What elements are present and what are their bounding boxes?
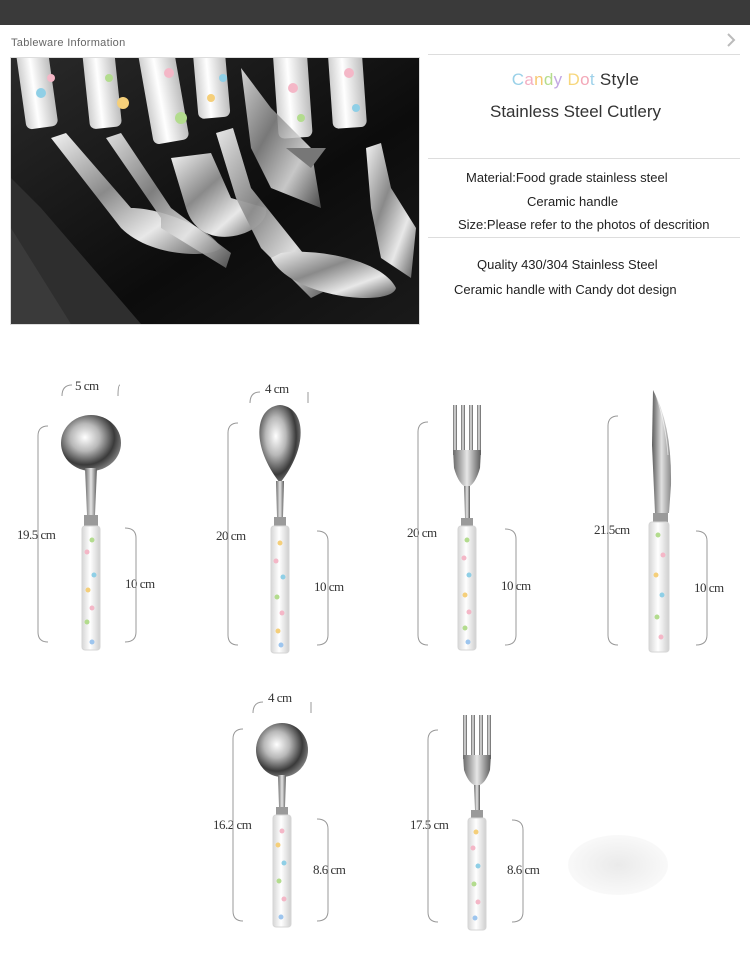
knife-total-length: 21.5cm — [594, 522, 630, 537]
dessert-spoon-head-width: 4 cm — [265, 381, 289, 396]
knife-handle-length: 10 cm — [694, 580, 724, 595]
chevron-right-icon[interactable] — [722, 30, 740, 50]
dessert-spoon-total-length: 20 cm — [216, 528, 246, 543]
title-letter: o — [580, 70, 590, 89]
tea-spoon-total-length: 16.2 cm — [213, 817, 252, 832]
tea-spoon-handle-length: 8.6 cm — [313, 862, 346, 877]
table-spoon-head-width: 5 cm — [75, 378, 99, 393]
product-title-line1 — [428, 70, 723, 90]
decorative-blur — [568, 835, 668, 895]
product-photo — [10, 57, 420, 325]
spec-size: Size:Please refer to the photos of descrition — [458, 217, 710, 232]
title-letter: d — [543, 70, 554, 89]
dinner-fork-diagram — [410, 400, 520, 660]
table-spoon-diagram — [30, 380, 140, 655]
title-rest: Style — [599, 70, 640, 89]
title-letter: D — [567, 70, 581, 89]
dessert-fork-diagram — [420, 710, 530, 930]
product-title-line2: Stainless Steel Cutlery — [489, 102, 662, 121]
section-label: Tableware Information — [11, 37, 126, 49]
dessert-fork-handle-length: 8.6 cm — [507, 862, 540, 877]
dinner-fork-handle-length: 10 cm — [501, 578, 531, 593]
divider — [428, 237, 740, 238]
spec-material: Material:Food grade stainless steel — [466, 170, 668, 185]
dinner-fork-total-length: 20 cm — [407, 525, 437, 540]
title-letter: n — [534, 70, 544, 89]
title-letter: a — [524, 70, 535, 89]
title-letter: t — [589, 70, 595, 89]
header-divider — [428, 54, 740, 55]
table-spoon-total-length: 19.5 cm — [17, 527, 56, 542]
table-spoon-handle-length: 10 cm — [125, 576, 155, 591]
dessert-fork-total-length: 17.5 cm — [410, 817, 449, 832]
title-letter: y — [553, 70, 563, 89]
candy-word — [512, 70, 563, 89]
divider — [428, 158, 740, 159]
spec-quality: Quality 430/304 Stainless Steel — [477, 257, 658, 272]
tea-spoon-diagram — [225, 695, 335, 930]
dessert-spoon-diagram — [220, 385, 330, 660]
dessert-spoon-handle-length: 10 cm — [314, 579, 344, 594]
top-bar — [0, 0, 750, 25]
tea-spoon-head-width: 4 cm — [268, 690, 292, 705]
dot-word — [568, 70, 595, 89]
title-letter: C — [511, 70, 525, 89]
spec-design: Ceramic handle with Candy dot design — [454, 282, 677, 297]
knife-diagram — [600, 385, 715, 660]
spec-handle: Ceramic handle — [527, 194, 619, 209]
